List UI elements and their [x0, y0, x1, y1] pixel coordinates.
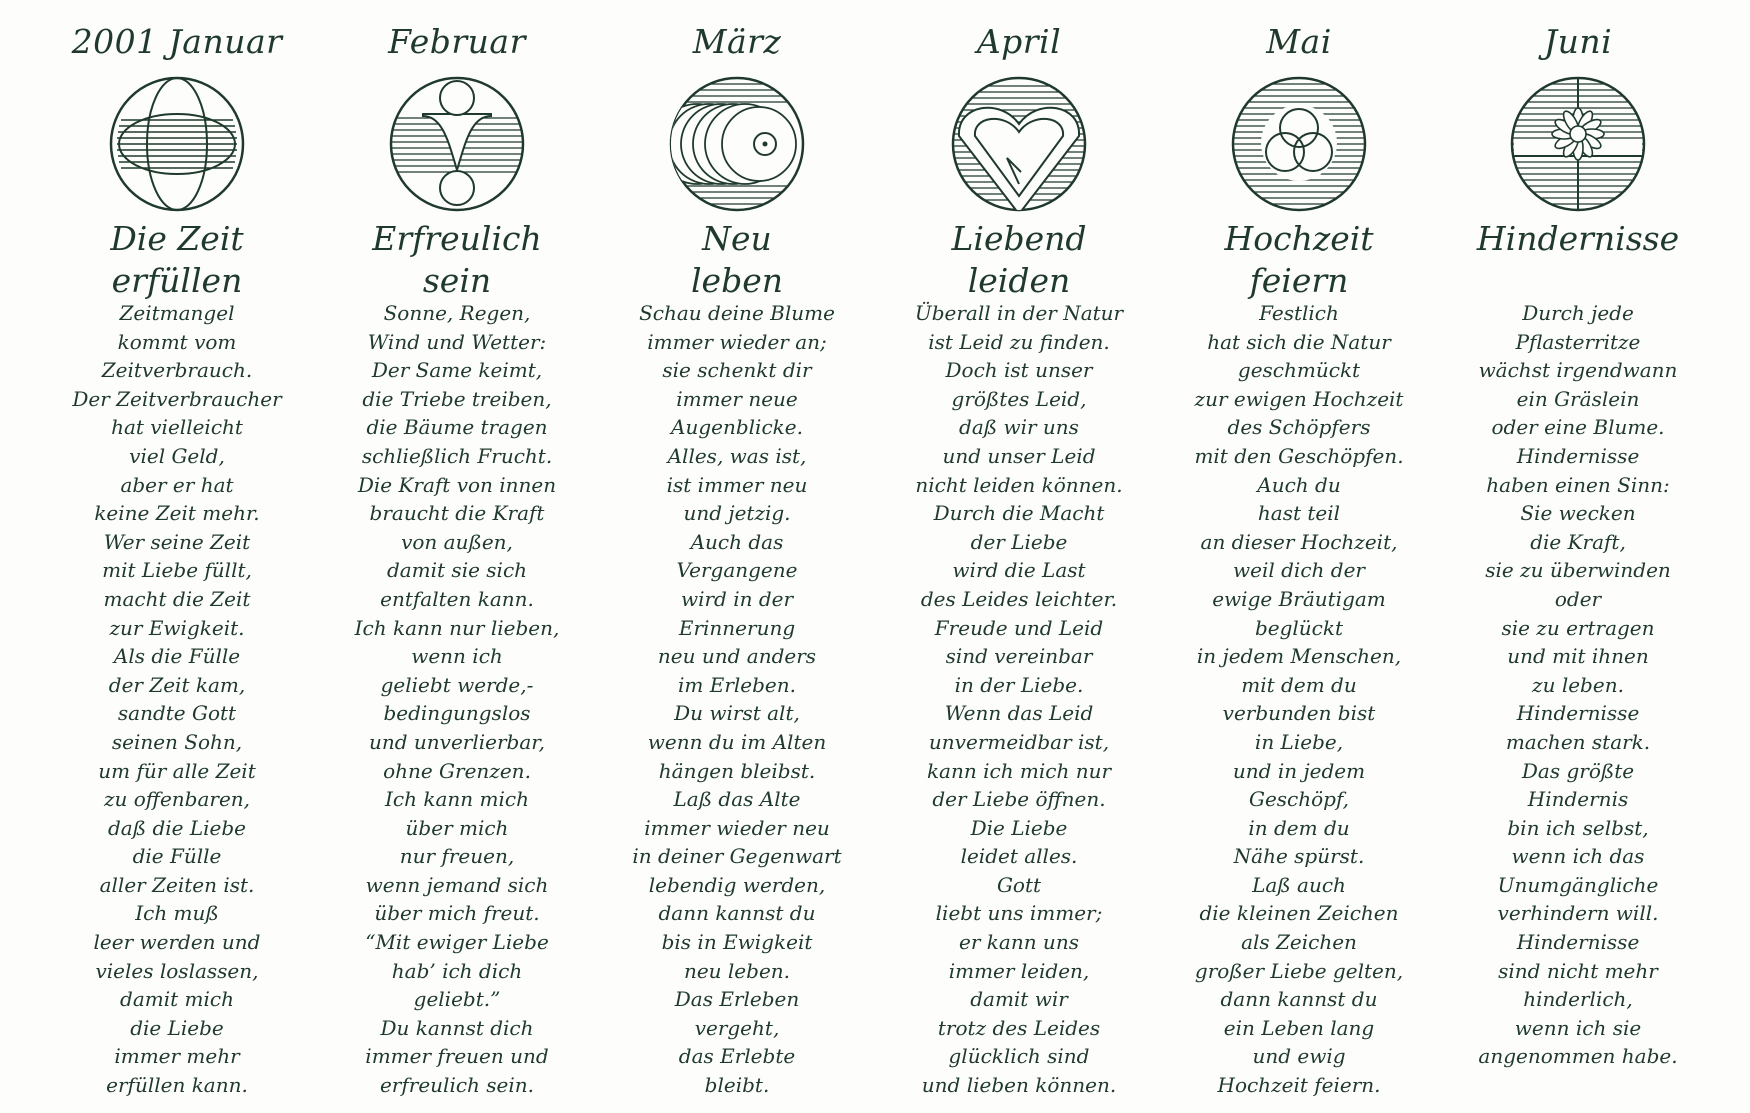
poem-line: im Erleben. [678, 672, 796, 697]
poem-line: Festlich [1259, 301, 1339, 325]
poem-line: sie schenkt dir [662, 358, 812, 383]
title-line: Liebend [951, 219, 1087, 258]
month-heading: Juni [1543, 22, 1613, 61]
heart-emblem-icon [949, 74, 1089, 214]
month-title [1153, 218, 1445, 302]
poem-line: Sie wecken [1520, 501, 1636, 526]
poem-line: Der Same keimt, [371, 358, 543, 383]
poem-line: Der Zeitverbraucher [72, 386, 282, 411]
poem-line: Ich kann mich [385, 787, 529, 812]
month-title [311, 218, 603, 302]
poem-line: dann kannst du [1220, 987, 1378, 1012]
poem-line: in der Liebe. [954, 672, 1084, 697]
title-line: sein [422, 261, 492, 300]
poem-line: wenn ich [411, 644, 503, 669]
poem-line: ewige Bräutigam [1212, 586, 1386, 611]
poem-line: Erinnerung [678, 615, 796, 640]
poem-line: hängen bleibst. [658, 758, 816, 783]
poem-line: keine Zeit mehr. [94, 501, 260, 526]
poem-line: immer leiden, [948, 958, 1090, 983]
poem-line: und in jedem [1232, 758, 1366, 783]
poem-line: Wer seine Zeit [103, 529, 251, 554]
poem-line: die Fülle [132, 844, 222, 869]
poem-line: damit wir [970, 987, 1068, 1012]
poem-line: geliebt.” [413, 987, 501, 1012]
month-heading: 2001 Januar [71, 22, 283, 61]
poem-line: zu offenbaren, [103, 787, 251, 812]
title-line: Hochzeit [1224, 219, 1374, 258]
poem-line: und unser Leid [942, 443, 1096, 468]
poem-line: zur Ewigkeit. [109, 615, 245, 640]
poem-line: der Liebe [970, 529, 1068, 554]
poem-line: wächst irgendwann [1478, 358, 1678, 383]
poem-line: sandte Gott [117, 701, 237, 726]
poem-line: und ewig [1252, 1044, 1346, 1069]
poem-line: Du kannst dich [380, 1015, 534, 1040]
poem-line: Das Erleben [674, 987, 800, 1012]
poem-line: zur ewigen Hochzeit [1194, 386, 1404, 411]
poem-line: der Liebe öffnen. [932, 787, 1106, 812]
poem-line: neu leben. [683, 958, 791, 983]
poem-line: oder eine Blume. [1491, 415, 1665, 440]
title-line: Erfreulich [372, 219, 542, 258]
poem-line: des Schöpfers [1227, 415, 1371, 440]
poem-line: liebt uns immer; [935, 901, 1103, 926]
poem-line: erfüllen kann. [106, 1073, 248, 1098]
poem-line: sind nicht mehr [1498, 958, 1658, 983]
poem-line: immer wieder neu [644, 815, 830, 840]
poem-line: sie zu überwinden [1485, 558, 1671, 583]
poem-line: aber er hat [120, 472, 234, 497]
circles-spiral-emblem-icon [667, 74, 807, 214]
poem-line: erfreulich sein. [379, 1073, 535, 1098]
poem-line: nicht leiden können. [915, 472, 1123, 497]
poem-line: immer mehr [114, 1044, 240, 1069]
poem-lines [1153, 299, 1445, 1100]
poem-line: ohne Grenzen. [383, 758, 531, 783]
poem-line: wenn ich das [1511, 844, 1645, 869]
poem-line: die Triebe treiben, [362, 386, 552, 411]
poem-line: “Mit ewiger Liebe [365, 930, 549, 955]
poem-line: beglückt [1254, 615, 1344, 640]
poem-lines [311, 299, 603, 1100]
poem-line: an dieser Hochzeit, [1200, 529, 1398, 554]
poem-line: um für alle Zeit [98, 758, 256, 783]
poem-line: glücklich sind [948, 1044, 1090, 1069]
poem-line: macht die Zeit [103, 586, 251, 611]
poem-line: Hochzeit feiern. [1217, 1073, 1381, 1098]
poem-line: geliebt werde,- [380, 672, 534, 697]
poem-line: Laß das Alte [673, 787, 801, 812]
poem-line: Durch die Macht [933, 501, 1105, 526]
poem-line: Wind und Wetter: [367, 329, 547, 354]
poem-line: geschmückt [1237, 358, 1361, 383]
month-title [591, 218, 883, 302]
poem-line: Als die Fülle [113, 644, 241, 669]
poem-line: Das größte [1521, 758, 1635, 783]
poem-line: der Zeit kam, [108, 672, 246, 697]
poem-line: immer wieder an; [647, 329, 827, 354]
month-heading: März [692, 22, 782, 61]
month-title [1432, 218, 1724, 260]
poem-line: daß wir uns [959, 415, 1079, 440]
poem-line: des Leides leichter. [920, 586, 1118, 611]
poem-line: Du wirst alt, [674, 701, 800, 726]
title-line: Hindernisse [1476, 219, 1680, 258]
poem-line: entfalten kann. [380, 586, 534, 611]
poem-line: in deiner Gegenwart [632, 844, 842, 869]
poem-line: Auch das [690, 529, 784, 554]
poem-line: ist immer neu [666, 472, 808, 497]
poem-line: Hindernisse [1516, 443, 1640, 468]
poem-line: vieles loslassen, [95, 958, 259, 983]
poem-line: vergeht, [694, 1015, 780, 1040]
poem-line: damit sie sich [386, 558, 528, 583]
poem-line: die kleinen Zeichen [1199, 901, 1399, 926]
poem-line: immer neue [676, 386, 798, 411]
poem-line: Durch jede [1522, 301, 1634, 325]
poem-line: haben einen Sinn: [1486, 472, 1670, 497]
poem-line: Laß auch [1252, 872, 1346, 897]
poem-line: neu und anders [657, 644, 817, 669]
poem-line: bleibt. [704, 1073, 770, 1098]
poem-line: Doch ist unser [945, 358, 1093, 383]
poem-line: in dem du [1248, 815, 1350, 840]
poem-line: Die Kraft von innen [357, 472, 557, 497]
poem-line: Die Liebe [970, 815, 1068, 840]
poem-line: ist Leid zu finden. [928, 329, 1110, 354]
poem-line: als Zeichen [1241, 930, 1357, 955]
two-figures-emblem-icon [387, 74, 527, 214]
poem-line: seinen Sohn, [111, 729, 243, 754]
poem-line: Zeitmangel [119, 301, 235, 325]
title-line: Neu [702, 219, 772, 258]
globe-emblem-icon [107, 74, 247, 214]
poem-line: Hindernisse [1516, 701, 1640, 726]
poem-line: wenn jemand sich [365, 872, 549, 897]
poem-line: hat vielleicht [111, 415, 243, 440]
poem-line: verbunden bist [1222, 701, 1376, 726]
title-line: erfüllen [111, 261, 243, 300]
poem-line: die Bäume tragen [366, 415, 548, 440]
poem-line: Sonne, Regen, [383, 301, 531, 325]
poem-line: Augenblicke. [671, 415, 803, 440]
poem-line: leidet alles. [960, 844, 1078, 869]
poem-line: schließlich Frucht. [361, 443, 553, 468]
poem-line: Ich kann nur lieben, [354, 615, 560, 640]
poem-line: Zeitverbrauch. [101, 358, 253, 383]
poem-line: und mit ihnen [1507, 644, 1649, 669]
poem-line: daß die Liebe [108, 815, 246, 840]
poem-line: Hindernis [1527, 787, 1629, 812]
poem-line: bis in Ewigkeit [661, 930, 813, 955]
poem-line: lebendig werden, [648, 872, 826, 897]
month-title [31, 218, 323, 302]
poem-lines [591, 299, 883, 1100]
poem-line: leer werden und [93, 930, 261, 955]
poem-line: bedingungslos [383, 701, 531, 726]
month-title [873, 218, 1165, 302]
poem-line: immer freuen und [365, 1044, 549, 1069]
poem-line: hast teil [1257, 501, 1341, 526]
poem-line: Nähe spürst. [1233, 844, 1365, 869]
poem-line: in Liebe, [1254, 729, 1344, 754]
poem-line: bin ich selbst, [1507, 815, 1649, 840]
poem-line: Pflasterritze [1515, 329, 1641, 354]
poem-line: dann kannst du [658, 901, 816, 926]
poem-line: viel Geld, [129, 443, 225, 468]
poem-line: sind vereinbar [945, 644, 1093, 669]
poem-lines [873, 299, 1165, 1100]
title-line: leben [691, 261, 783, 300]
poem-line: nur freuen, [399, 844, 515, 869]
poem-line: über mich [405, 815, 509, 840]
poem-line: die Kraft, [1530, 529, 1626, 554]
poem-line: wird in der [680, 586, 794, 611]
poem-line: Freude und Leid [934, 615, 1104, 640]
poem-line: weil dich der [1233, 558, 1365, 583]
poem-line: ein Gräslein [1516, 386, 1640, 411]
three-rings-emblem-icon [1229, 74, 1369, 214]
poem-line: hinderlich, [1523, 987, 1633, 1012]
poem-line: oder [1554, 586, 1602, 611]
poem-line: mit Liebe füllt, [102, 558, 252, 583]
poem-line: und lieben können. [921, 1073, 1117, 1098]
poem-line: Ich muß [135, 901, 219, 926]
poem-line: verhindern will. [1497, 901, 1659, 926]
poem-line: hat sich die Natur [1207, 329, 1391, 354]
poem-line: angenommen habe. [1478, 1044, 1678, 1069]
poem-line: unvermeidbar ist, [928, 729, 1110, 754]
poem-line: von außen, [401, 529, 513, 554]
poem-line: mit dem du [1241, 672, 1357, 697]
poem-line: mit den Geschöpfen. [1194, 443, 1404, 468]
poem-line: großer Liebe gelten, [1194, 958, 1404, 983]
poem-line: kommt vom [117, 329, 237, 354]
month-heading: Februar [388, 22, 526, 61]
poem-line: machen stark. [1505, 729, 1651, 754]
month-heading: April [976, 22, 1062, 61]
poem-line: Überall in der Natur [914, 301, 1124, 325]
poem-line: sie zu ertragen [1501, 615, 1655, 640]
poem-line: Wenn das Leid [944, 701, 1094, 726]
poem-line: wenn ich sie [1514, 1015, 1642, 1040]
poem-line: das Erlebte [678, 1044, 796, 1069]
poem-line: braucht die Kraft [369, 501, 545, 526]
poem-line: größtes Leid, [951, 386, 1087, 411]
poem-line: kann ich mich nur [926, 758, 1112, 783]
poem-line: hab’ ich dich [391, 958, 523, 983]
title-line: feiern [1249, 261, 1349, 300]
poem-line: Auch du [1257, 472, 1341, 497]
poem-line: aller Zeiten ist. [99, 872, 255, 897]
poem-line: in jedem Menschen, [1196, 644, 1402, 669]
poem-line: und unverlierbar, [368, 729, 545, 754]
title-line: Die Zeit [110, 219, 244, 258]
poem-line: Schau deine Blume [639, 301, 835, 325]
title-line: leiden [967, 261, 1071, 300]
flower-emblem-icon [1508, 74, 1648, 214]
poem-line: Hindernisse [1516, 930, 1640, 955]
poem-lines [31, 299, 323, 1100]
poem-line: Geschöpf, [1248, 787, 1350, 812]
poem-line: zu leben. [1532, 672, 1624, 697]
poem-line: und jetzig. [683, 501, 791, 526]
poem-line: die Liebe [130, 1015, 224, 1040]
poem-line: wenn du im Alten [647, 729, 827, 754]
poem-lines [1432, 299, 1724, 1071]
month-heading: Mai [1266, 22, 1332, 61]
poem-line: trotz des Leides [937, 1015, 1101, 1040]
poem-line: ein Leben lang [1223, 1015, 1375, 1040]
poem-line: er kann uns [959, 930, 1079, 955]
poem-line: Vergangene [676, 558, 798, 583]
poem-line: Alles, was ist, [667, 443, 807, 468]
poem-line: damit mich [120, 987, 234, 1012]
poem-line: über mich freut. [374, 901, 540, 926]
poem-line: wird die Last [952, 558, 1086, 583]
poem-line: Gott [996, 872, 1042, 897]
poem-line: Unumgängliche [1497, 872, 1659, 897]
